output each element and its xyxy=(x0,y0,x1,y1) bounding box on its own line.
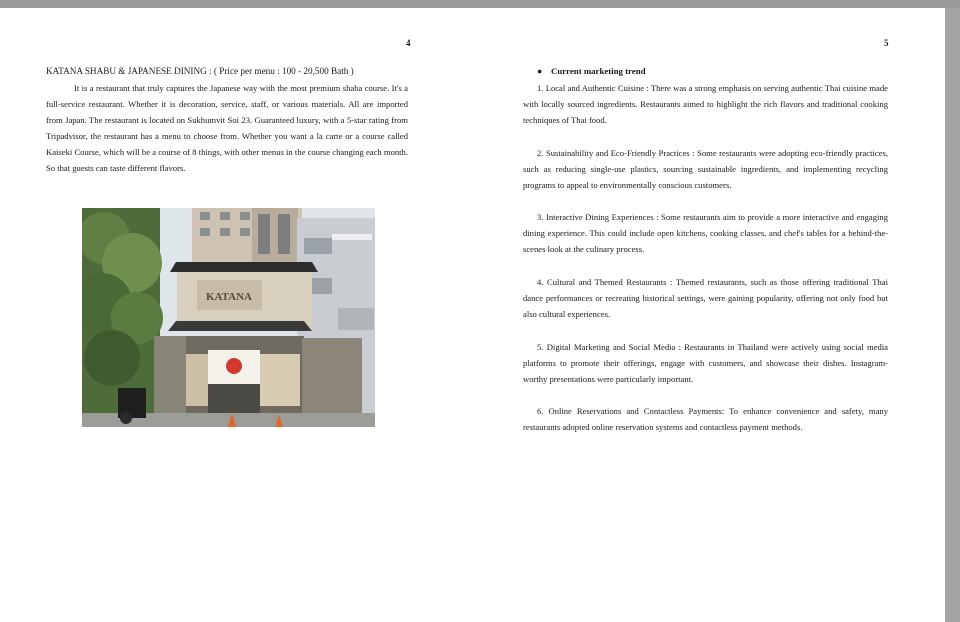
trend-item-text: 4. Cultural and Themed Restaurants : Themed restaurants, such as those offering traditional Thai dance performances or recreating historical settings, were gaining popularity, offering not only food but also cultural experiences. xyxy=(523,277,888,320)
trend-item-text: 3. Interactive Dining Experiences : Some restaurants aim to provide a more interactive and engaging dining experience. This could include open kitchens, cooking classes, and chef's tables for a behind-the-scenes look at the culinary process. xyxy=(523,212,888,255)
viewer-top-bar xyxy=(0,0,960,8)
page-4 xyxy=(0,8,472,622)
description-text: It is a restaurant that truly captures the Japanese way with the most premium shaba course. It's a full-service restaurant. Whether it is decoration, service, staff, or various materials. All are imported from Japan. The restaurant is located on Sukhumvit Soi 23. Guaranteed luxury, with a 5-star rating from Tripadvisor, the restaurant has a menu to choose from. Whether you want a la carte or a course called Kaiseki Course, which will be a course of 8 things, with other menus in the course changing each month. So that guests can taste different flavors. xyxy=(46,83,408,174)
page-5 xyxy=(472,8,945,622)
trend-heading xyxy=(537,66,645,76)
restaurant-sign: KATANA xyxy=(205,291,253,303)
trend-item-text: 1. Local and Authentic Cuisine : There was a strong emphasis on serving authentic Thai cuisine made with locally sourced ingredients. Restaurants aimed to highlight the rich flavors and traditional cooking techniques of Thai food. xyxy=(523,83,888,126)
trend-item xyxy=(523,145,888,194)
trend-item xyxy=(523,80,888,129)
trend-item-text: 2. Sustainability and Eco-Friendly Practices : Some restaurants were adopting eco-friendly practices, such as reducing single-use plastics, sourcing sustainable ingredients, and implementing recycling programs to appeal to environmentally conscious customers. xyxy=(523,148,888,191)
restaurant-description xyxy=(46,80,408,177)
trend-item-text: 5. Digital Marketing and Social Media : Restaurants in Thailand were actively using social media platforms to promote their offerings, engage with customers, and showcase their dishes. Instagram-worthy presentations were particularly important. xyxy=(523,342,888,385)
trend-item xyxy=(523,339,888,388)
trend-item xyxy=(523,274,888,323)
restaurant-title: KATANA SHABU & JAPANESE DINING : ( Price per menu : 100 - 20,500 Bath ) xyxy=(46,66,354,76)
trend-item xyxy=(523,403,888,435)
bullet-icon: ● xyxy=(537,66,543,76)
restaurant-photo xyxy=(82,208,375,427)
trend-item xyxy=(523,209,888,258)
viewer-scrollbar[interactable] xyxy=(945,8,960,622)
trend-heading-text: Current marketing trend xyxy=(551,66,646,76)
page-number: 4 xyxy=(406,38,411,48)
page-number: 5 xyxy=(884,38,889,48)
trend-item-text: 6. Online Reservations and Contactless Payments: To enhance convenience and safety, many restaurants adopted online reservation systems and contactless payment methods. xyxy=(523,406,888,433)
